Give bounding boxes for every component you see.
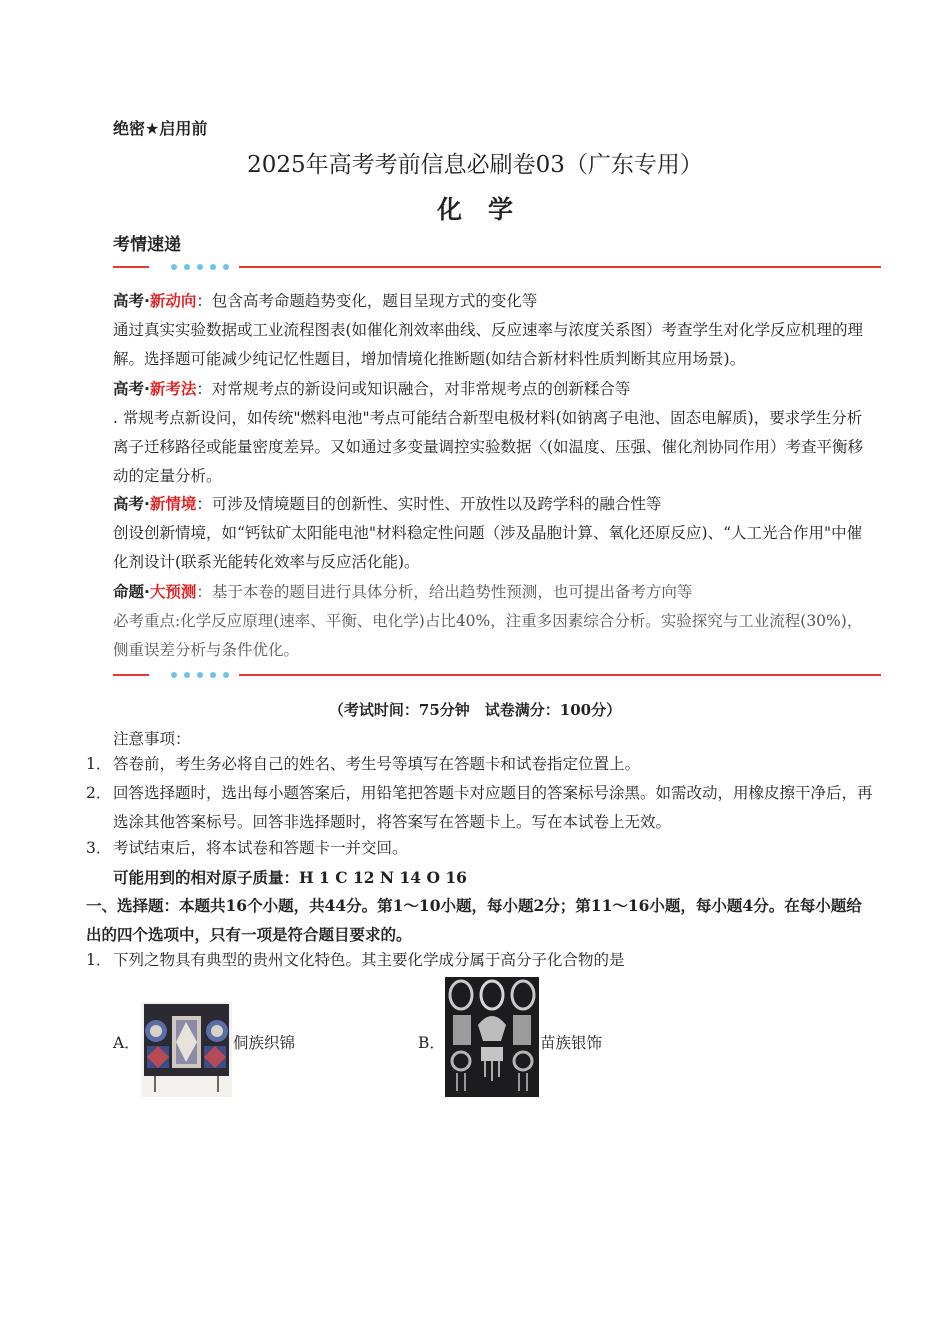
block-body: . 常规考点新设问，如传统"燃料电池"考点可能结合新型电极材料(如钠离子电池、固态电解质)，要求学生分析离子迁移路径或能量密度差异。又如通过多变量调控实验数据〈(如温度、压强、催化剂协同作用）考查平衡移动的定量分析。 — [113, 409, 864, 485]
block-label-prefix: 高考· — [113, 292, 150, 310]
section-divider-bottom — [113, 669, 881, 681]
exam-info-heading: 考情速递 — [113, 235, 181, 255]
block-label-desc: ：对常规考点的新设问或知识融合，对非常规考点的创新糅合等 — [196, 380, 631, 398]
subject-title: 化学 — [436, 195, 539, 224]
block-body: 必考重点:化学反应原理(速率、平衡、电化学)占比40%，注重多因素综合分析。实验探究与工业流程(30%)，侧重误差分析与条件优化。 — [113, 612, 863, 659]
option-b-label: 苗族银饰 — [540, 1034, 603, 1052]
block-body: 创设创新情境，如“钙钛矿太阳能电池"材料稳定性问题（涉及晶胞计算、氧化还原反应)、“人工光合作用"中催化剂设计(联系光能转化效率与反应活化能)。 — [113, 524, 863, 571]
miao-silver-image — [445, 977, 539, 1097]
option-a-letter: A． — [113, 1034, 140, 1052]
block-label-desc: ：基于本卷的题目进行具体分析，给出趋势性预测，也可提出备考方向等 — [196, 583, 693, 601]
confidential-mark: 绝密★启用前 — [113, 119, 208, 138]
block-label-key: 大预测 — [149, 583, 197, 601]
section-divider-top — [113, 261, 881, 273]
atomic-mass-line: 可能用到的相对原子质量：H 1 C 12 N 14 O 16 — [113, 868, 467, 887]
paper-title: 2025年高考考前信息必刷卷03（广东专用） — [247, 152, 703, 178]
block-label-prefix: 高考· — [113, 380, 150, 398]
block-label-desc: ：可涉及情境题目的创新性、实时性、开放性以及跨学科的融合性等 — [196, 495, 662, 513]
block-label-key: 新情境 — [149, 495, 197, 513]
section-1-title: 一、选择题：本题共16个小题，共44分。第1～10小题，每小题2分；第11～16小题，每小题4分。在每小题给出的四个选项中，只有一项是符合题目要求的。 — [86, 896, 862, 944]
exam-time: （考试时间：75分钟 试卷满分：100分） — [328, 701, 622, 719]
info-block-prediction — [113, 578, 873, 665]
question-1-stem: 1． 下列之物具有典型的贵州文化特色。其主要化学成分属于高分子化合物的是 — [86, 951, 625, 969]
block-label-prefix: 命题· — [113, 583, 150, 601]
info-block-context — [113, 490, 873, 577]
note-item-3: 3． 考试结束后，将本试卷和答题卡一并交回。 — [86, 839, 408, 857]
block-label-key: 新考法 — [149, 380, 197, 398]
note-item-2: 2． 回答选择题时，选出每小题答案后，用铅笔把答题卡对应题目的答案标号涂黑。如需改动，用橡皮擦干净后，再选涂其他答案标号。回答非选择题时，将答案写在答题卡上。写在本试卷上无效。 — [86, 784, 873, 831]
note-item-1: 1． 答卷前，考生务必将自己的姓名、考生号等填写在答题卡和试卷指定位置上。 — [86, 755, 641, 773]
block-body: 通过真实实验数据或工业流程图表(如催化剂效率曲线、反应速率与浓度关系图）考查学生对化学反应机理的理解。选择题可能减少纯记忆性题目，增加情境化推断题(如结合新材料性质判断其应用场景)。 — [113, 321, 864, 368]
block-label-key: 新动向 — [149, 292, 197, 310]
notes-heading: 注意事项： — [113, 730, 191, 748]
info-block-trend — [113, 287, 873, 374]
block-label-prefix: 高考· — [113, 495, 150, 513]
option-a-label: 侗族织锦 — [233, 1034, 296, 1052]
info-block-method — [113, 375, 873, 491]
dong-brocade-image — [141, 1002, 232, 1097]
block-label-desc: ：包含高考命题趋势变化，题目呈现方式的变化等 — [196, 292, 538, 310]
option-b-letter: B． — [418, 1034, 445, 1052]
